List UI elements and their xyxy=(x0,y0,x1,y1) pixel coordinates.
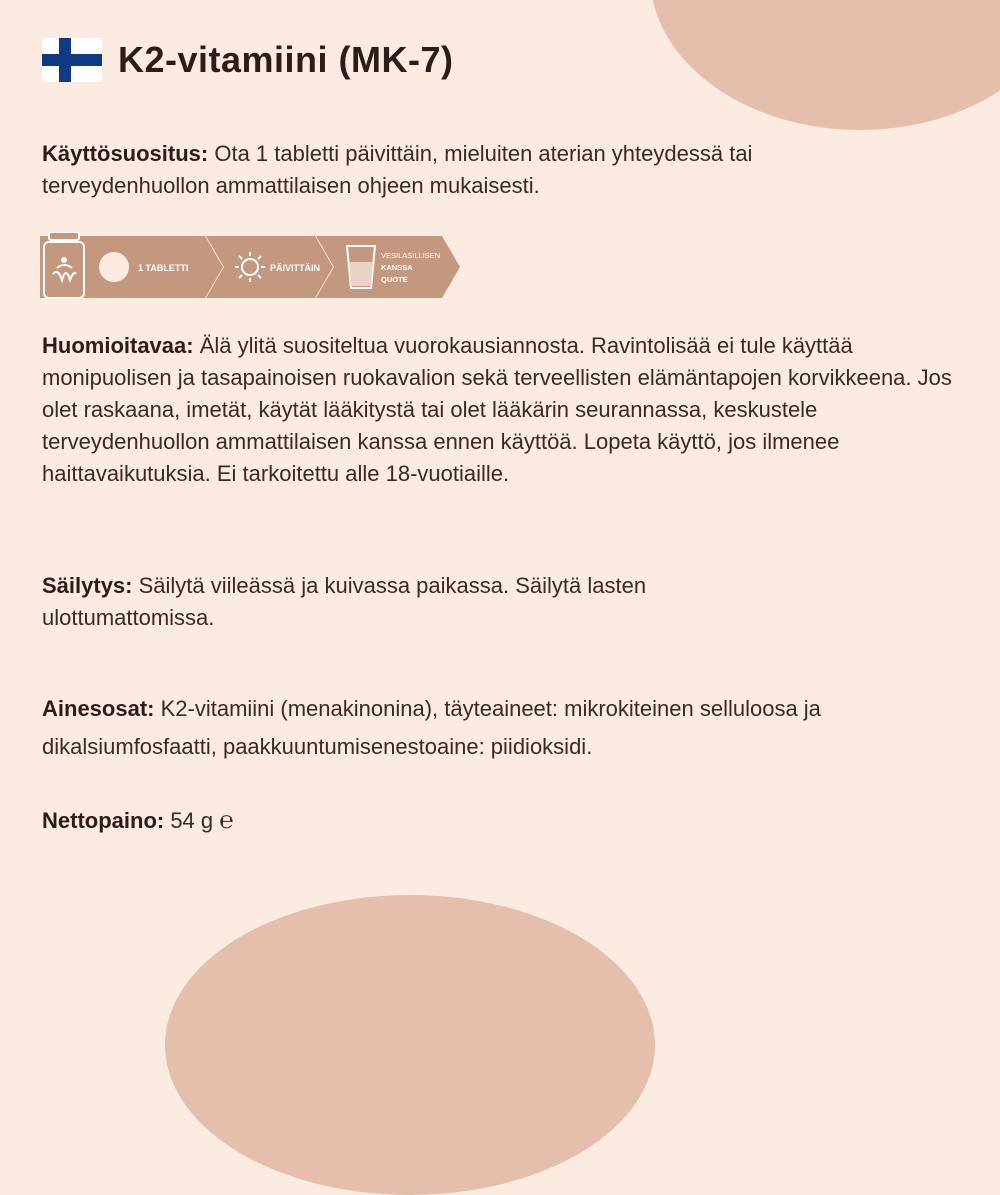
finland-flag-icon xyxy=(42,38,102,82)
weight-paragraph xyxy=(42,804,442,837)
warnings-label: Huomioitavaa: xyxy=(42,333,194,358)
water-label-line2: KANSSA xyxy=(381,263,413,272)
tablet-icon xyxy=(99,252,129,282)
tablet-label: 1 TABLETTI xyxy=(138,263,189,273)
supplement-jar-icon xyxy=(44,232,84,298)
weight-label: Nettopaino: xyxy=(42,808,165,833)
header xyxy=(42,38,454,82)
ingredients-paragraph xyxy=(42,690,962,766)
page-title: K2-vitamiini (MK-7) xyxy=(118,39,454,80)
ingredients-text: K2-vitamiini (menakinonina), täyteaineet: mikrokiteinen selluloosa ja dikalsiumfosfaatti, paakkuuntumisenestoaine: piidioksidi. xyxy=(42,696,821,759)
warnings-text: Älä ylitä suositeltua vuorokausiannosta. Ravintolisää ei tule käyttää monipuolisen ja tasapainoisen ruokavalion sekä terveellisten elämäntapojen korvikkeena. Jos olet raskaana, imetät, käytät lääkitystä tai olet lääkärin seurannassa, keskustele terveydenhuollon ammattilaisen kanssa ennen käyttöä. Lopeta käyttö, jos ilmenee haittavaikutuksia. Ei tarkoitettu alle 18-vuotiaille. xyxy=(42,333,952,486)
ingredients-label: Ainesosat: xyxy=(42,696,155,721)
storage-paragraph xyxy=(42,570,822,634)
estimated-sign-icon: ℮ xyxy=(219,806,234,834)
storage-label: Säilytys: xyxy=(42,573,133,598)
decorative-blob-bottom xyxy=(165,895,655,1195)
water-label-line3: QUOTE xyxy=(381,275,408,284)
usage-label: Käyttösuositus: xyxy=(42,141,209,166)
weight-value: 54 g xyxy=(164,808,214,833)
warnings-paragraph xyxy=(42,330,962,490)
storage-text: Säilytä viileässä ja kuivassa paikassa. Säilytä lasten ulottumattomissa. xyxy=(42,573,647,630)
usage-paragraph xyxy=(42,138,892,202)
daily-label: PÄIVITTÄIN xyxy=(270,263,321,273)
decorative-blob-top xyxy=(650,0,1000,130)
water-label-line1: VESILASILLISEN xyxy=(381,251,441,260)
dosage-steps xyxy=(40,232,465,302)
usage-text: Ota 1 tabletti päivittäin, mieluiten aterian yhteydessä tai terveydenhuollon ammattilaisen ohjeen mukaisesti. xyxy=(42,141,753,198)
